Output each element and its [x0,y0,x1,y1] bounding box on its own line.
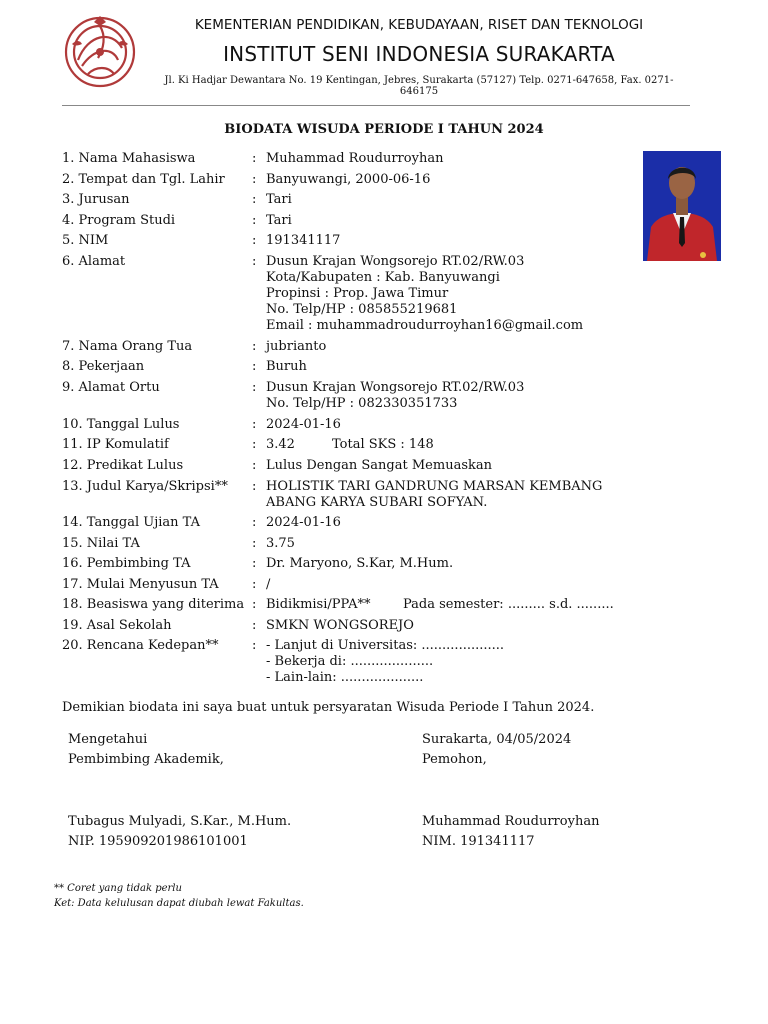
header-divider [62,105,690,106]
field-colon: : [252,359,257,374]
field-label: 8. Pekerjaan [62,359,145,374]
field-value: / [266,577,271,592]
field-colon: : [252,597,257,612]
sign-right-line2: Pemohon, [422,752,487,767]
applicant-name: Muhammad Roudurroyhan [422,814,600,829]
field-label: 16. Pembimbing TA [62,556,191,571]
field-value: 191341117 [266,233,341,248]
field-value: 3.75 [266,536,295,551]
field-colon: : [252,515,257,530]
field-value-line: - Bekerja di: .................... [266,654,434,669]
field-value: jubrianto [266,339,327,354]
field-colon: : [252,618,257,633]
advisor-name: Tubagus Mulyadi, S.Kar., M.Hum. [68,814,292,829]
field-colon: : [252,479,257,494]
field-label: 3. Jurusan [62,192,130,207]
institute-name: INSTITUT SENI INDONESIA SURAKARTA [223,42,615,66]
sign-date: Surakarta, 04/05/2024 [422,732,572,747]
field-value: HOLISTIK TARI GANDRUNG MARSAN KEMBANG [266,479,603,494]
field-label: 5. NIM [62,233,109,248]
field-value: Lulus Dengan Sangat Memuaskan [266,458,492,473]
field-label: 15. Nilai TA [62,536,140,551]
field-label: 10. Tanggal Lulus [62,417,180,432]
field-label: 18. Beasiswa yang diterima [62,597,245,612]
field-value: 2024-01-16 [266,515,341,530]
semester-range: Pada semester: ......... s.d. ......... [403,597,614,612]
field-value-line: - Lain-lain: .................... [266,670,424,685]
field-value-line: ABANG KARYA SUBARI SOFYAN. [266,495,488,510]
field-colon: : [252,437,257,452]
field-value: Buruh [266,359,307,374]
field-label: 19. Asal Sekolah [62,618,172,633]
field-value: Dr. Maryono, S.Kar, M.Hum. [266,556,454,571]
field-colon: : [252,417,257,432]
field-value-line: Kota/Kabupaten : Kab. Banyuwangi [266,270,500,285]
field-label: 14. Tanggal Ujian TA [62,515,201,530]
field-colon: : [252,380,257,395]
field-value-line: No. Telp/HP : 085855219681 [266,302,458,317]
applicant-nim: NIM. 191341117 [422,834,535,849]
field-colon: : [252,151,257,166]
field-colon: : [252,172,257,187]
sign-left-line2: Pembimbing Akademik, [68,752,224,767]
sign-left-line1: Mengetahui [68,732,148,747]
field-value-line: No. Telp/HP : 082330351733 [266,396,458,411]
field-value: Tari [266,213,292,228]
student-photo [643,151,721,261]
field-colon: : [252,577,257,592]
field-colon: : [252,192,257,207]
field-label: 4. Program Studi [62,213,176,228]
ministry-name: KEMENTERIAN PENDIDIKAN, KEBUDAYAAN, RISET DAN TEKNOLOGI [194,17,644,33]
field-label: 9. Alamat Ortu [62,380,160,395]
field-value: SMKN WONGSOREJO [266,618,414,633]
field-value: Dusun Krajan Wongsorejo RT.02/RW.03 [266,254,525,269]
field-colon: : [252,536,257,551]
field-value: Dusun Krajan Wongsorejo RT.02/RW.03 [266,380,525,395]
field-label: 12. Predikat Lulus [62,458,184,473]
field-value: Muhammad Roudurroyhan [266,151,444,166]
field-colon: : [252,458,257,473]
institute-address: Jl. Ki Hadjar Dewantara No. 19 Kentingan, Jebres, Surakarta (57127) Telp. 0271-647658, Fax. 0271-646175 [164,75,674,97]
field-value: 3.42 [266,437,295,452]
footnote: ** Coret yang tidak perlu [54,883,182,894]
field-colon: : [252,254,257,269]
field-value: 2024-01-16 [266,417,341,432]
field-label: 11. IP Komulatif [62,437,169,452]
field-colon: : [252,638,257,653]
field-colon: : [252,213,257,228]
field-label: 6. Alamat [62,254,126,269]
statement-text: Demikian biodata ini saya buat untuk persyaratan Wisuda Periode I Tahun 2024. [62,700,595,715]
field-label: 1. Nama Mahasiswa [62,151,196,166]
document-title: BIODATA WISUDA PERIODE I TAHUN 2024 [224,122,544,137]
field-label: 7. Nama Orang Tua [62,339,193,354]
field-label: 17. Mulai Menyusun TA [62,577,219,592]
field-value: Tari [266,192,292,207]
institute-logo [58,14,142,92]
footnote: Ket: Data kelulusan dapat diubah lewat Fakultas. [54,898,304,909]
field-colon: : [252,556,257,571]
field-colon: : [252,233,257,248]
total-sks: Total SKS : 148 [332,437,434,452]
field-label: 2. Tempat dan Tgl. Lahir [62,172,225,187]
field-value: Banyuwangi, 2000-06-16 [266,172,431,187]
field-value: - Lanjut di Universitas: .................... [266,638,505,653]
field-value-line: Email : muhammadroudurroyhan16@gmail.com [266,318,584,333]
field-label: 20. Rencana Kedepan** [62,638,219,653]
field-colon: : [252,339,257,354]
field-value-line: Propinsi : Prop. Jawa Timur [266,286,449,301]
field-value: Bidikmisi/PPA** [266,597,371,612]
field-label: 13. Judul Karya/Skripsi** [62,479,228,494]
advisor-nip: NIP. 195909201986101001 [68,834,248,849]
